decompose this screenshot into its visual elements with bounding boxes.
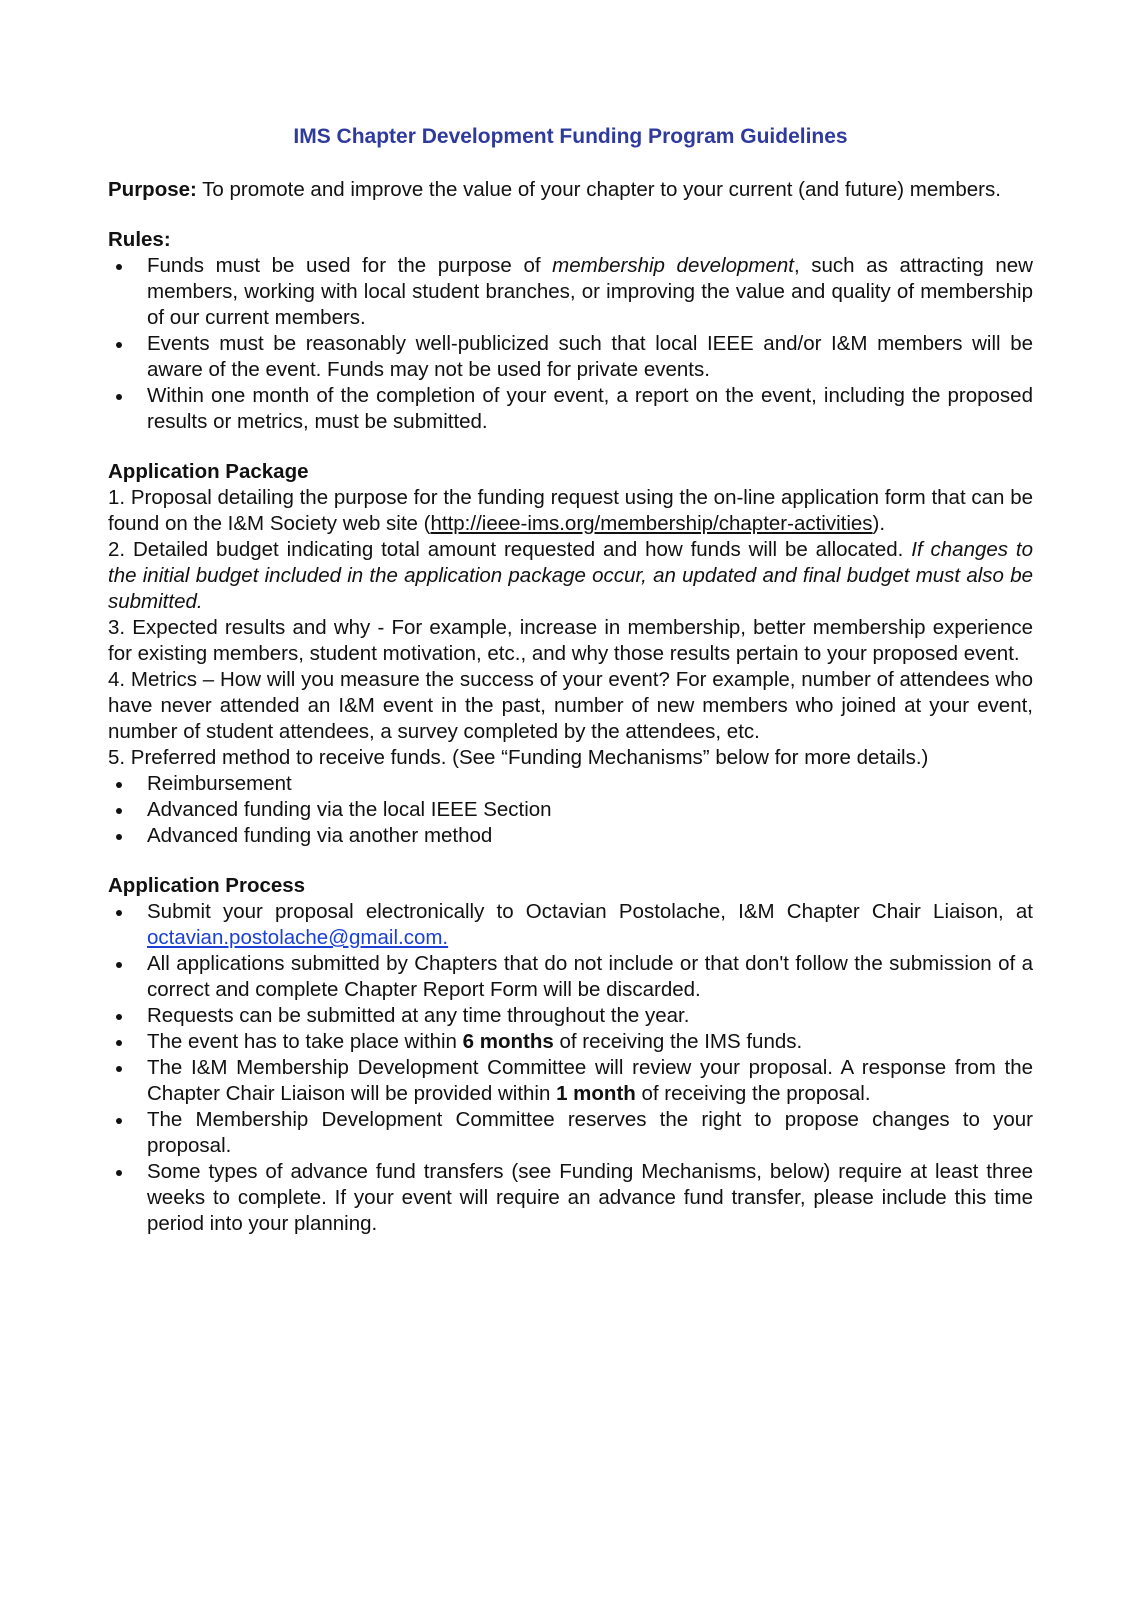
process-item-5-bold: 1 month: [556, 1082, 636, 1105]
document-content: [108, 124, 1033, 1237]
package-item-2-emphasis: If changes to the initial budget included in the application package occur, an updated and final budget must also be submitted.: [108, 538, 1033, 613]
rules-item-1-text-end: , such as attracting new members, working with local student branches, or improving the value and quality of membership of our current members.: [147, 254, 1033, 329]
package-item-5: 5. Preferred method to receive funds. (See “Funding Mechanisms” below for more details.): [108, 746, 929, 769]
process-item-4-text-start: The event has to take place within: [147, 1030, 463, 1053]
package-item-1-text-end: ).: [872, 512, 886, 535]
process-item-4-bold: 6 months: [462, 1030, 554, 1053]
process-item-5: [108, 1055, 1033, 1107]
process-item-6: The Membership Development Committee reserves the right to propose changes to your proposal.: [108, 1107, 1033, 1159]
funding-method-reimbursement: Reimbursement: [108, 771, 1033, 797]
page-title: IMS Chapter Development Funding Program Guidelines: [293, 125, 848, 148]
rules-item-1: [108, 253, 1033, 331]
application-package-heading: Application Package: [108, 460, 309, 483]
application-package-section: [108, 459, 1033, 849]
package-item-4: 4. Metrics – How will you measure the success of your event? For example, number of attendees who have never attended an I&M event in the past, number of new members who joined at your event, number of student attendees, a survey completed by the attendees, etc.: [108, 668, 1033, 743]
application-process-list: [108, 899, 1033, 1237]
package-item-2-text: 2. Detailed budget indicating total amount requested and how funds will be allocated.: [108, 538, 912, 561]
process-item-7: Some types of advance fund transfers (see Funding Mechanisms, below) require at least three weeks to complete. If your event will require an advance fund transfer, please include this time period into your planning.: [108, 1159, 1033, 1237]
process-item-1-text: Submit your proposal electronically to Octavian Postolache, I&M Chapter Chair Liaison, at: [147, 900, 1033, 923]
application-process-section: [108, 873, 1033, 1237]
rules-item-3: Within one month of the completion of your event, a report on the event, including the proposed results or metrics, must be submitted.: [108, 383, 1033, 435]
rules-section: [108, 227, 1033, 435]
process-item-2: All applications submitted by Chapters that do not include or that don't follow the submission of a correct and complete Chapter Report Form will be discarded.: [108, 951, 1033, 1003]
purpose-text: To promote and improve the value of your chapter to your current (and future) members.: [196, 178, 1001, 201]
process-item-3: Requests can be submitted at any time throughout the year.: [108, 1003, 1033, 1029]
rules-item-2: Events must be reasonably well-publicized such that local IEEE and/or I&M members will be aware of the event. Funds may not be used for private events.: [108, 331, 1033, 383]
chapter-activities-link[interactable]: http://ieee-ims.org/membership/chapter-activities: [430, 512, 873, 535]
package-item-2: [108, 537, 1033, 615]
purpose-paragraph: [108, 177, 1033, 203]
funding-method-other: Advanced funding via another method: [108, 823, 1033, 849]
process-item-5-text-start: The I&M Membership Development Committee will review your proposal. A response from the Chapter Chair Liaison will be provided within: [147, 1056, 1033, 1105]
purpose-label: Purpose:: [108, 178, 197, 201]
process-item-4: [108, 1029, 1033, 1055]
process-item-1: [108, 899, 1033, 951]
application-process-heading: Application Process: [108, 874, 306, 897]
rules-heading: Rules:: [108, 228, 171, 251]
rules-item-1-text-start: Funds must be used for the purpose of: [147, 254, 553, 277]
rules-list: [108, 253, 1033, 435]
funding-method-ieee-section: Advanced funding via the local IEEE Section: [108, 797, 1033, 823]
rules-item-1-emphasis: membership development: [552, 254, 794, 277]
package-item-1: [108, 485, 1033, 537]
package-item-3: 3. Expected results and why - For example, increase in membership, better membership experience for existing members, student motivation, etc., and why those results pertain to your proposed event.: [108, 616, 1033, 665]
process-item-4-text-end: of receiving the IMS funds.: [553, 1030, 803, 1053]
process-item-5-text-end: of receiving the proposal.: [635, 1082, 871, 1105]
funding-methods-list: [108, 771, 1033, 849]
liaison-email-link[interactable]: octavian.postolache@gmail.com.: [147, 926, 449, 949]
package-item-1-text-start: 1. Proposal detailing the purpose for the funding request using the on-line application form that can be found on the I&M Society web site (: [108, 486, 1033, 535]
